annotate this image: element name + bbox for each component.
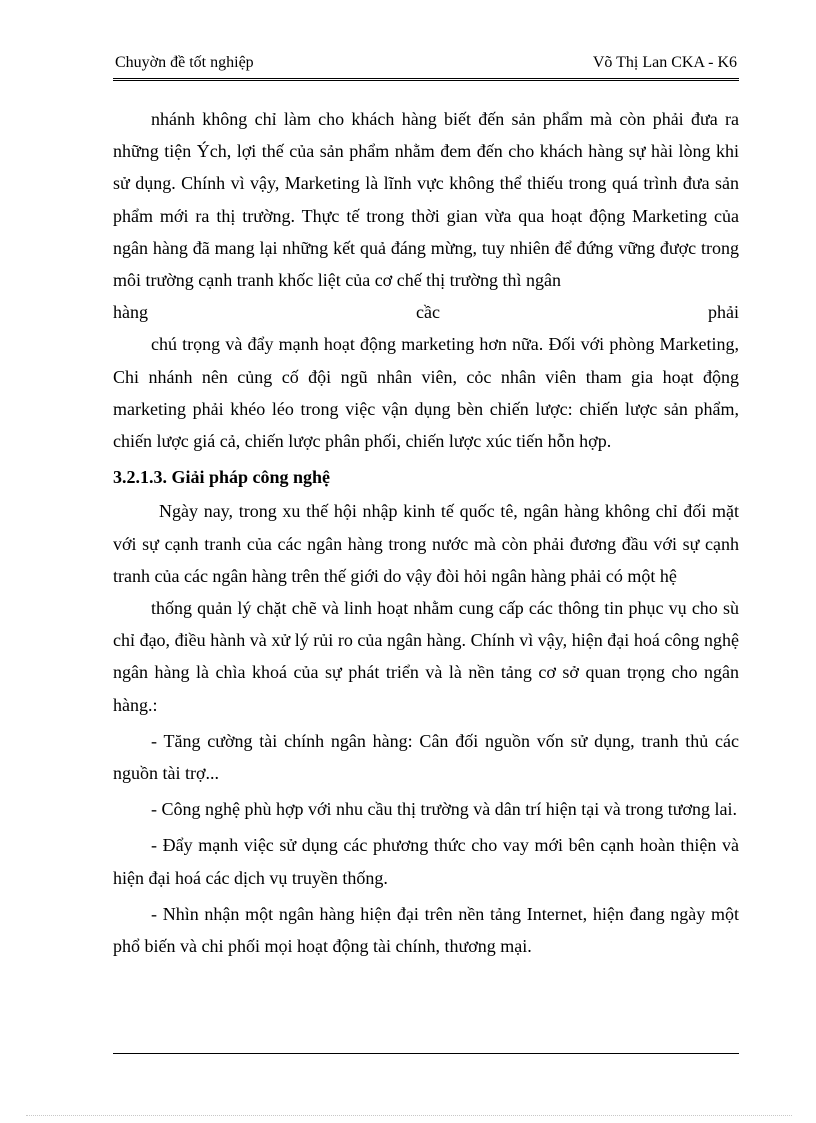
document-body <box>113 103 739 962</box>
header-author: Võ Thị Lan CKA - K6 <box>592 54 737 71</box>
bullet-finance: - Tăng cường tài chính ngân hàng: Cân đối nguồn vốn sử dụng, tranh thủ các nguồn tài trợ... <box>113 730 739 784</box>
paragraph-marketing: nhánh không chỉ làm cho khách hàng biết đến sản phẩm mà còn phải đưa ra những tiện Ých, lợi thế của sản phẩm nhằm đem đến cho khách hàng sự hài lòng khi sử dụng. Chính vì vậy, Marketing là lĩnh vực không thể thiếu trong quá trình đưa sản phẩm mới ra thị trường. Thực tế trong thời gian vừa qua hoạt động Marketing của ngân hàng đã mang lại những kết quả đáng mừng, tuy nhiên để đứng vững được trong môi trường cạnh tranh khốc liệt của cơ chế thị trường thì ngân <box>113 109 739 291</box>
paragraph-integration: Ngày nay, trong xu thế hội nhập kinh tế quốc tê, ngân hàng không chỉ đối mặt với sự cạnh tranh của các ngân hàng trong nước mà còn phải đương đầu với sự cạnh tranh của các ngân hàng trên thế giới do vậy đòi hỏi ngân hàng phải có một hệ <box>113 501 739 586</box>
section-heading: 3.2.1.3. Giải pháp công nghệ <box>113 467 331 488</box>
bullet-internet: - Nhìn nhận một ngân hàng hiện đại trên nền tảng Internet, hiện đang ngày một phổ biến và chi phối mọi hoạt động tài chính, thương mại. <box>113 903 739 957</box>
paragraph-management-system: thống quản lý chặt chẽ và linh hoạt nhằm cung cấp các thông tin phục vụ cho sù chỉ đạo, điều hành và xử lý rủi ro của ngân hàng. Chính vì vậy, hiện đại hoá công nghệ ngân hàng là chìa khoá của sự phát triển và là nền tảng cơ sở quan trọng cho ngân hàng.: <box>113 598 739 715</box>
page-edge-dotted-line <box>26 1115 792 1116</box>
paragraph-marketing-department: chú trọng và đẩy mạnh hoạt động marketing hơn nữa. Đối với phòng Marketing, Chi nhánh nên củng cố đội ngũ nhân viên, cỏc nhân viên tham gia hoạt động marketing phải khéo léo trong việc vận dụng bèn chiến lược: chiến lược sản phẩm, chiến lược giá cả, chiến lược phân phối, chiến lược xúc tiến hỗn hợp. <box>113 334 739 452</box>
paragraph-marketing-tail: hàng cầc phải <box>113 302 739 323</box>
bullet-lending: - Đẩy mạnh việc sử dụng các phương thức cho vay mới bên cạnh hoàn thiện và hiện đại hoá các dịch vụ truyền thống. <box>113 835 739 888</box>
bullet-technology: - Công nghệ phù hợp với nhu cầu thị trường và dân trí hiện tại và trong tương lai. <box>151 799 737 820</box>
page-header <box>113 50 739 81</box>
footer-divider <box>113 1053 739 1054</box>
header-document-type: Chuyờn đề tốt nghiệp <box>115 54 254 71</box>
